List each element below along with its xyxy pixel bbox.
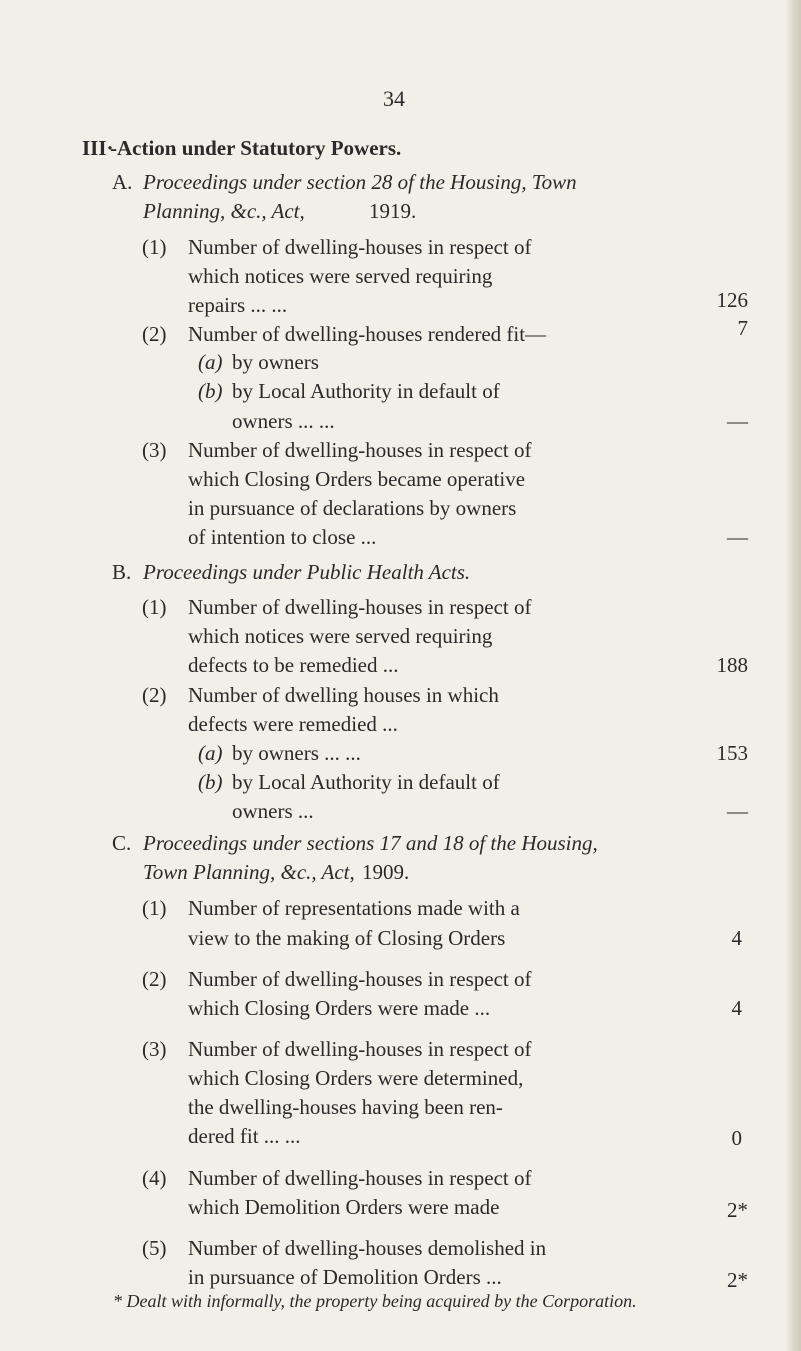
a-item-2-number: (2) (142, 322, 167, 346)
section-a-year: 1919. (369, 199, 417, 223)
c-item-3-line-2: which Closing Orders were determined, (188, 1066, 524, 1090)
a-item-3-line-1: Number of dwelling-houses in respect of (188, 438, 532, 462)
a-item-1-line-3: repairs ... ... (188, 293, 288, 317)
c-item-1-line-2: view to the making of Closing Orders (188, 926, 506, 950)
a-item-3-line-2: which Closing Orders became operative (188, 467, 526, 491)
b-item-2b-line-2: owners ... (232, 799, 314, 823)
a-item-3-line-4: of intention to close ... (188, 525, 377, 549)
a-item-2b-number: (b) (198, 379, 223, 403)
b-item-2-number: (2) (142, 683, 167, 707)
c-item-5-line-2: in pursuance of Demolition Orders ... (188, 1265, 502, 1289)
c-item-3-line-4: dered fit ... ... (188, 1124, 301, 1148)
section-b-letter: B. (112, 560, 132, 584)
c-item-3-line-3: the dwelling-houses having been ren- (188, 1095, 503, 1119)
a-item-2b-value: — (727, 409, 748, 433)
page-edge-shadow (785, 0, 801, 1351)
b-item-2b-number: (b) (198, 770, 223, 794)
b-item-1-line-2: which notices were served requiring (188, 624, 493, 648)
a-item-2b-line-1: by Local Authority in default of (232, 379, 500, 403)
b-item-1-value: 188 (716, 653, 748, 677)
c-item-4-line-2: which Demolition Orders were made (188, 1195, 500, 1219)
footnote: * Dealt with informally, the property being acquired by the Corporation. (113, 1291, 637, 1311)
section-c-letter: C. (112, 831, 132, 855)
page-number: 34 (383, 86, 405, 111)
a-item-2-value: 7 (737, 316, 748, 340)
a-item-3-line-3: in pursuance of declarations by owners (188, 496, 517, 520)
b-item-1-line-1: Number of dwelling-houses in respect of (188, 595, 532, 619)
c-item-2-line-1: Number of dwelling-houses in respect of (188, 967, 532, 991)
c-item-4-line-1: Number of dwelling-houses in respect of (188, 1166, 532, 1190)
a-item-2b-line-2: owners ... ... (232, 409, 335, 433)
a-item-2-line-1: Number of dwelling-houses rendered fit— (188, 322, 547, 346)
b-item-1-line-3: defects to be remedied ... (188, 653, 399, 677)
b-item-1-number: (1) (142, 595, 167, 619)
c-item-3-line-1: Number of dwelling-houses in respect of (188, 1037, 532, 1061)
a-item-1-number: (1) (142, 235, 167, 259)
c-item-1-value: 4 (731, 926, 742, 950)
a-item-2a-line-1: by owners (232, 350, 319, 374)
c-item-1-line-1: Number of representations made with a (188, 896, 520, 920)
c-item-5-number: (5) (142, 1236, 167, 1260)
section-numeral: III· (82, 136, 114, 160)
a-item-1-line-1: Number of dwelling-houses in respect of (188, 235, 532, 259)
c-item-2-number: (2) (142, 967, 167, 991)
section-c-year: 1909. (362, 860, 410, 884)
section-a-heading: Proceedings under section 28 of the Housing, Town (143, 170, 577, 194)
c-item-5-value: 2* (727, 1268, 748, 1292)
b-item-2b-line-1: by Local Authority in default of (232, 770, 500, 794)
section-a-letter: A. (112, 170, 133, 194)
c-item-2-line-2: which Closing Orders were made ... (188, 996, 491, 1020)
section-a-heading-2: Planning, &c., Act, (143, 199, 305, 223)
b-item-2a-value: 153 (716, 741, 748, 765)
b-item-2-line-2: defects were remedied ... (188, 712, 398, 736)
b-item-2b-value: — (727, 799, 748, 823)
c-item-1-number: (1) (142, 896, 167, 920)
a-item-3-number: (3) (142, 438, 167, 462)
section-b-heading: Proceedings under Public Health Acts. (143, 560, 471, 584)
c-item-3-value: 0 (731, 1126, 742, 1150)
section-c-heading: Proceedings under sections 17 and 18 of the Housing, (143, 831, 598, 855)
a-item-2a-number: (a) (198, 350, 223, 374)
section-c-heading-2: Town Planning, &c., Act, (143, 860, 355, 884)
c-item-4-value: 2* (727, 1198, 748, 1222)
b-item-2a-line-1: by owners ... ... (232, 741, 361, 765)
b-item-2-line-1: Number of dwelling houses in which (188, 683, 499, 707)
b-item-2a-number: (a) (198, 741, 223, 765)
c-item-4-number: (4) (142, 1166, 167, 1190)
a-item-1-line-2: which notices were served requiring (188, 264, 493, 288)
section-title: -Action under Statutory Powers. (110, 136, 402, 160)
c-item-5-line-1: Number of dwelling-houses demolished in (188, 1236, 547, 1260)
c-item-2-value: 4 (731, 996, 742, 1020)
a-item-1-value: 126 (716, 288, 748, 312)
a-item-3-value: — (727, 525, 748, 549)
c-item-3-number: (3) (142, 1037, 167, 1061)
